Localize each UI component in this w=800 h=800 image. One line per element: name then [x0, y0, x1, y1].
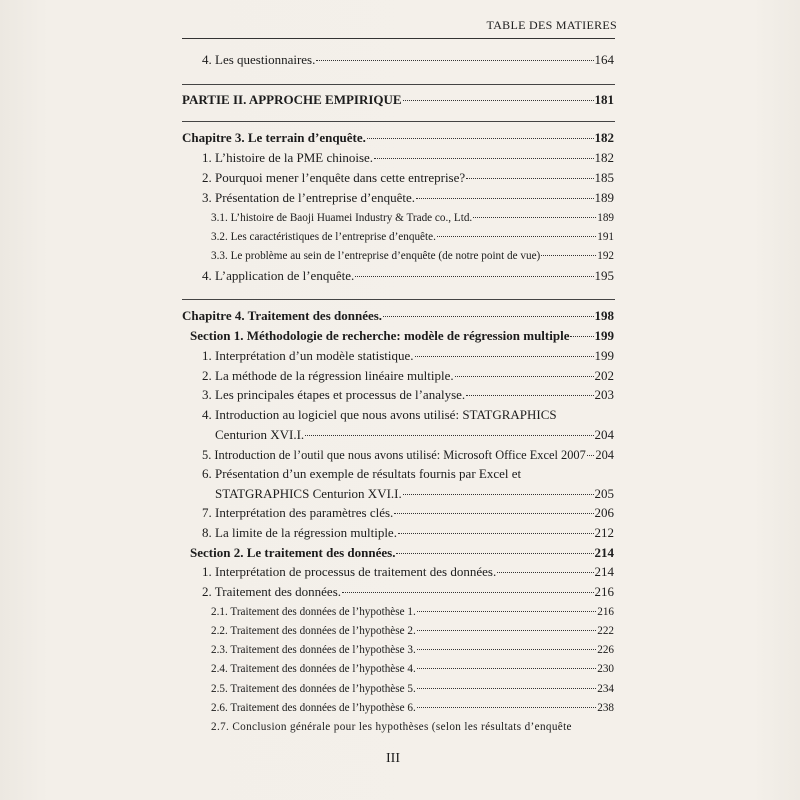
toc-entry: 4. L’application de l’enquête. 195 — [202, 268, 614, 283]
separator — [182, 299, 615, 300]
toc-entry: STATGRAPHICS Centurion XVI.I. 205 — [215, 486, 614, 501]
toc-entry: 2. Traitement des données. 216 — [202, 584, 614, 599]
toc-subentry: 3.3. Le problème au sein de l’entreprise d’enquête (de notre point de vue) 192 — [211, 250, 614, 262]
separator — [182, 121, 615, 122]
toc-subentry: 3.1. L’histoire de Baoji Huamei Industry & Trade co., Ltd. 189 — [211, 212, 614, 224]
toc-entry: Centurion XVI.I. 204 — [215, 427, 614, 442]
toc-entry: 1. Interprétation d’un modèle statistique. 199 — [202, 348, 614, 363]
toc-entry: 2. Pourquoi mener l’enquête dans cette entreprise? 185 — [202, 170, 614, 185]
toc-entry: 5. Introduction de l’outil que nous avons utilisé: Microsoft Office Excel 2007 204 — [202, 448, 614, 462]
toc-subentry: 2.4. Traitement des données de l’hypothèse 4. 230 — [211, 663, 614, 675]
toc-subentry: 2.5. Traitement des données de l’hypothèse 5. 234 — [211, 683, 614, 695]
toc-entry: 1. Interprétation de processus de traitement des données. 214 — [202, 564, 614, 579]
toc-chapter: Chapitre 4. Traitement des données. 198 — [182, 308, 614, 323]
toc-entry: 4. Les questionnaires. 164 — [202, 52, 614, 67]
toc-entry: 1. L’histoire de la PME chinoise. 182 — [202, 150, 614, 165]
toc-entry: 8. La limite de la régression multiple. 212 — [202, 525, 614, 540]
toc-entry-first-line: 4. Introduction au logiciel que nous avons utilisé: STATGRAPHICS — [202, 407, 557, 422]
toc-subentry-first-line: 2.7. Conclusion générale pour les hypothèses (selon les résultats d’enquête — [211, 721, 572, 733]
toc-chapter: Chapitre 3. Le terrain d’enquête. 182 — [182, 130, 614, 145]
toc-subentry: 2.1. Traitement des données de l’hypothèse 1. 216 — [211, 606, 614, 618]
toc-entry: 3. Les principales étapes et processus de l’analyse. 203 — [202, 387, 614, 402]
toc-entry: 7. Interprétation des paramètres clés. 206 — [202, 505, 614, 520]
toc-subentry: 2.3. Traitement des données de l’hypothèse 3. 226 — [211, 644, 614, 656]
page-number: III — [386, 751, 400, 766]
toc-entry: 3. Présentation de l’entreprise d’enquête. 189 — [202, 190, 614, 205]
toc-section: Section 2. Le traitement des données. 214 — [190, 545, 614, 560]
toc-entry-first-line: 6. Présentation d’un exemple de résultats fournis par Excel et — [202, 466, 522, 481]
separator — [182, 84, 615, 85]
toc-part: PARTIE II. APPROCHE EMPIRIQUE 181 — [182, 92, 614, 107]
toc-subentry: 2.2. Traitement des données de l’hypothèse 2. 222 — [211, 625, 614, 637]
toc-section: Section 1. Méthodologie de recherche: modèle de régression multiple 199 — [190, 328, 614, 343]
toc-subentry: 3.2. Les caractéristiques de l’entreprise d’enquête. 191 — [211, 231, 614, 243]
toc-subentry: 2.6. Traitement des données de l’hypothèse 6. 238 — [211, 702, 614, 714]
toc-entry: 2. La méthode de la régression linéaire multiple. 202 — [202, 368, 614, 383]
running-title: TABLE DES MATIERES — [486, 18, 617, 32]
